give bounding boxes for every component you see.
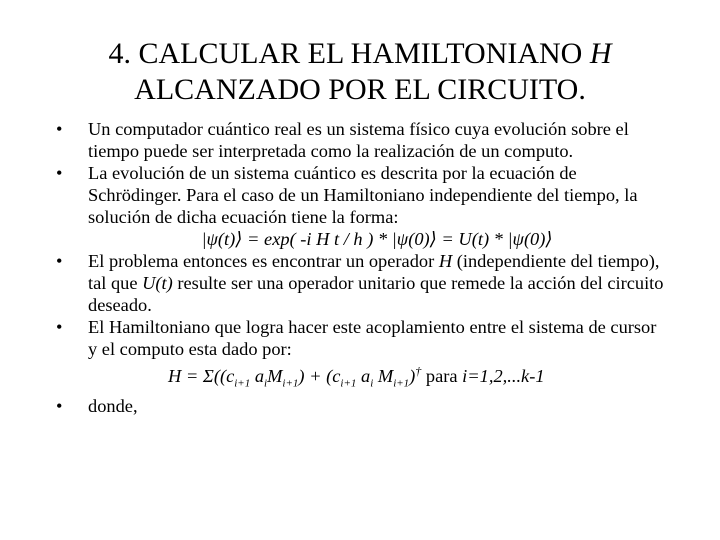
schrodinger-solution-equation: |ψ(t)⟩ = exp( -i H t / h ) * |ψ(0)⟩ = U(t) * |ψ(0)⟩ xyxy=(201,229,553,249)
eq-part xyxy=(168,364,422,390)
slide-title xyxy=(40,36,680,108)
eq-term: M xyxy=(373,366,394,387)
bullet-marker: • xyxy=(56,163,63,183)
eq-subscript: i xyxy=(264,377,268,390)
bullet-text xyxy=(88,251,664,315)
bullet-item-2 xyxy=(56,162,666,228)
bullet-text: El Hamiltoniano que logra hacer este acoplamiento entre el sistema de cursor y el computo esta dado por: xyxy=(88,317,657,359)
eq-term: a xyxy=(250,366,265,387)
eq-term: a xyxy=(356,366,371,387)
eq-range: i=1,2,...k-1 xyxy=(462,366,545,387)
bullet-text: La evolución de un sistema cuántico es descrita por la ecuación de Schrödinger. Para el caso de un Hamiltoniano independiente del tiempo, la solución de dicha ecuación tiene la forma: xyxy=(88,163,638,227)
eq-term: M xyxy=(267,366,283,387)
bullet-item-4 xyxy=(56,316,666,360)
bullet-text: donde, xyxy=(88,395,138,416)
eq-subscript: i xyxy=(370,377,374,390)
bullet-item-5 xyxy=(56,395,666,417)
eq-lhs: H = Σ((c xyxy=(168,366,235,387)
bullet-item-1 xyxy=(56,118,666,162)
title-text: 4. CALCULAR EL HAMILTONIANO xyxy=(108,37,583,70)
hamiltonian-equation xyxy=(56,360,666,395)
text-part: El problema entonces es encontrar un operador xyxy=(88,251,439,271)
title-line-2: ALCANZADO POR EL CIRCUITO. xyxy=(134,73,586,106)
eq-term: ) + (c xyxy=(298,366,341,387)
bullet-marker: • xyxy=(56,317,63,337)
eq-subscript: i+1 xyxy=(234,377,251,390)
bullet-item-3 xyxy=(56,250,666,316)
eq-subscript: i+1 xyxy=(393,377,410,390)
title-variable: H xyxy=(589,37,612,70)
bullet-marker: • xyxy=(56,395,63,416)
eq-para-word: para xyxy=(421,366,463,387)
title-line-1 xyxy=(40,36,680,72)
bullet-text: Un computador cuántico real es un sistema físico cuya evolución sobre el tiempo puede ser interpretada como la realización de un computo. xyxy=(88,119,629,161)
eq-term: ) xyxy=(409,366,416,387)
bullet-list xyxy=(56,118,666,417)
operator-u-t: U(t) xyxy=(142,273,173,293)
eq-subscript: i+1 xyxy=(282,377,299,390)
dagger-superscript: † xyxy=(415,364,422,378)
text-part: resulte ser una operador unitario que remede la acción del circuito deseado. xyxy=(88,273,664,315)
bullet-marker: • xyxy=(56,119,63,139)
eq-subscript: i+1 xyxy=(340,377,357,390)
operator-h: H xyxy=(438,251,453,271)
bullet-marker: • xyxy=(56,251,63,271)
text-part: (independiente del tiempo), tal que xyxy=(88,251,660,293)
